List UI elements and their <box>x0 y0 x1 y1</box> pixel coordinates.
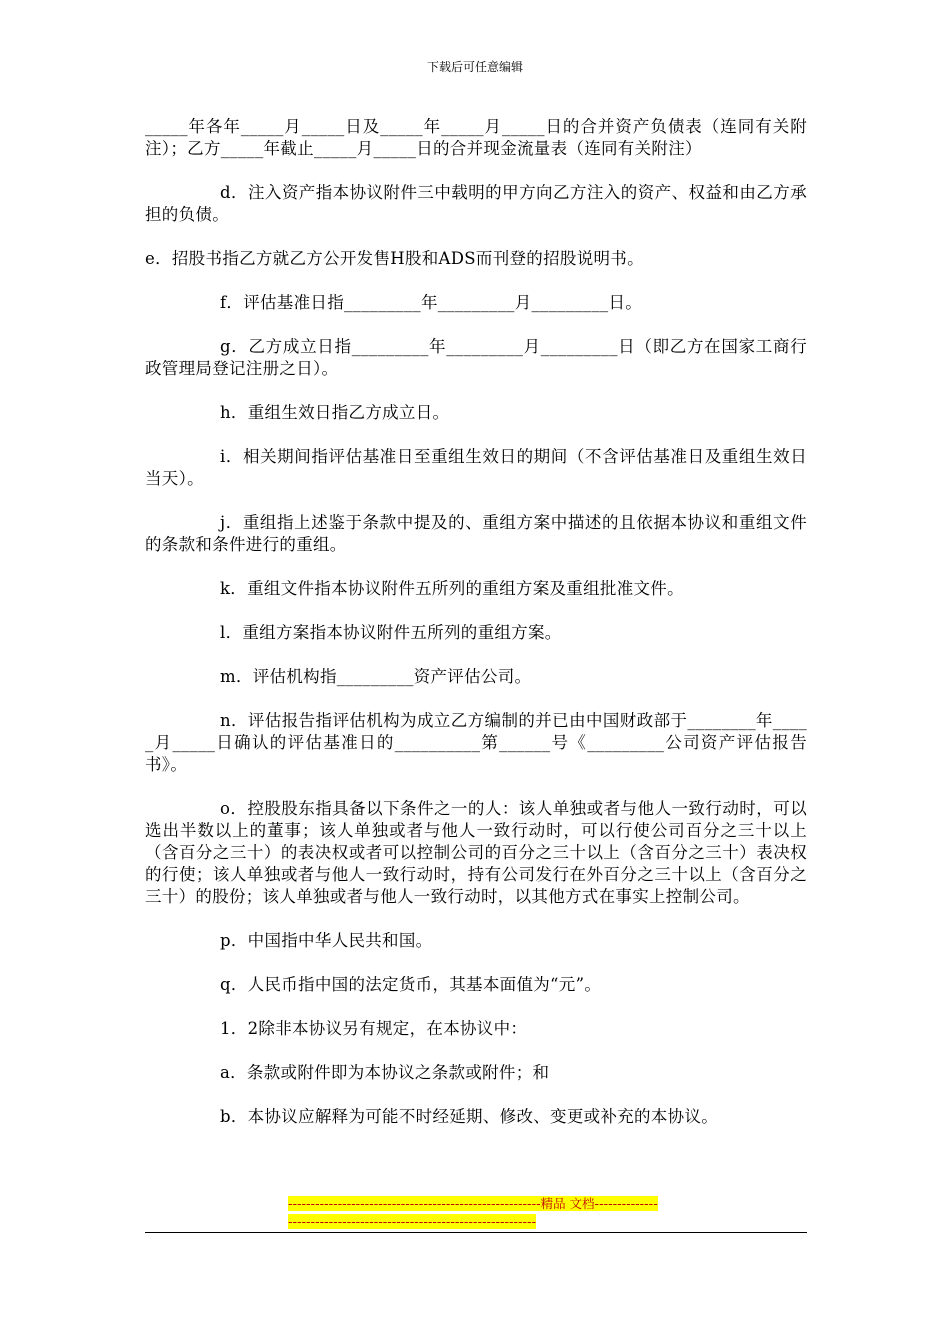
paragraph-m-valuation-agency: m．评估机构指_________资产评估公司。 <box>220 667 532 686</box>
paragraph-i-relevant-period: i．相关期间指评估基准日至重组生效日的期间（不含评估基准日及重组生效日当天）。 <box>145 447 807 488</box>
footer-banner-text: --------------------------------------------------------精品 文档--------------------------------------------------------------------- <box>288 1196 658 1229</box>
paragraph-k-restructuring-documents: k．重组文件指本协议附件五所列的重组方案及重组批准文件。 <box>220 579 684 598</box>
paragraph-l-restructuring-plan: l．重组方案指本协议附件五所列的重组方案。 <box>220 623 562 642</box>
paragraph-j-restructuring: j．重组指上述鉴于条款中提及的、重组方案中描述的且依据本协议和重组文件的条款和条件进行的重组。 <box>145 513 807 554</box>
footer-banner <box>288 1195 660 1231</box>
paragraph-b-agreement: b．本协议应解释为可能不时经延期、修改、变更或补充的本协议。 <box>220 1107 719 1126</box>
paragraph-e-prospectus: e．招股书指乙方就乙方公开发售H股和ADS而刊登的招股说明书。 <box>145 249 644 268</box>
paragraph-h-effective-date: h．重组生效日指乙方成立日。 <box>220 403 450 422</box>
paragraph-g-establishment-date: g．乙方成立日指_________年_________月_________日（即乙方在国家工商行政管理局登记注册之日）。 <box>145 337 807 378</box>
paragraph-f-valuation-date: f．评估基准日指_________年_________月_________日。 <box>220 293 643 312</box>
paragraph-1-2-interpretation: 1．2除非本协议另有规定，在本协议中： <box>220 1019 528 1038</box>
paragraph-a-clauses: a．条款或附件即为本协议之条款或附件；和 <box>220 1063 550 1082</box>
paragraph-d-injected-assets: d．注入资产指本协议附件三中载明的甲方向乙方注入的资产、权益和由乙方承担的负债。 <box>145 183 807 224</box>
footer-divider <box>145 1232 807 1233</box>
paragraph-p-china: p．中国指中华人民共和国。 <box>220 931 433 950</box>
page-header: 下载后可任意编辑 <box>426 60 523 74</box>
paragraph-balance-sheet: _____年各年_____月_____日及_____年_____月_____日的合并资产负债表（连同有关附注）；乙方_____年截止_____月_____日的合并现金流量表（连同有关附注） <box>145 117 807 158</box>
paragraph-o-controlling-shareholder: o．控股股东指具备以下条件之一的人：该人单独或者与他人一致行动时，可以选出半数以上的董事；该人单独或者与他人一致行动时，可以行使公司百分之三十以上（含百分之三十）的表决权或者可以控制公司的百分之三十以上（含百分之三十）表决权的行使；该人单独或者与他人一致行动时，持有公司发行在外百分之三十以上（含百分之三十）的股份；该人单独或者与他人一致行动时，以其他方式在事实上控制公司。 <box>145 799 807 906</box>
paragraph-n-valuation-report: n．评估报告指评估机构为成立乙方编制的并已由中国财政部于________年_____月_____日确认的评估基准日的__________第______号《_________公司资产评估报告书》。 <box>145 711 807 774</box>
document-body <box>145 116 807 1150</box>
paragraph-q-rmb: q．人民币指中国的法定货币，其基本面值为“元”。 <box>220 975 602 994</box>
